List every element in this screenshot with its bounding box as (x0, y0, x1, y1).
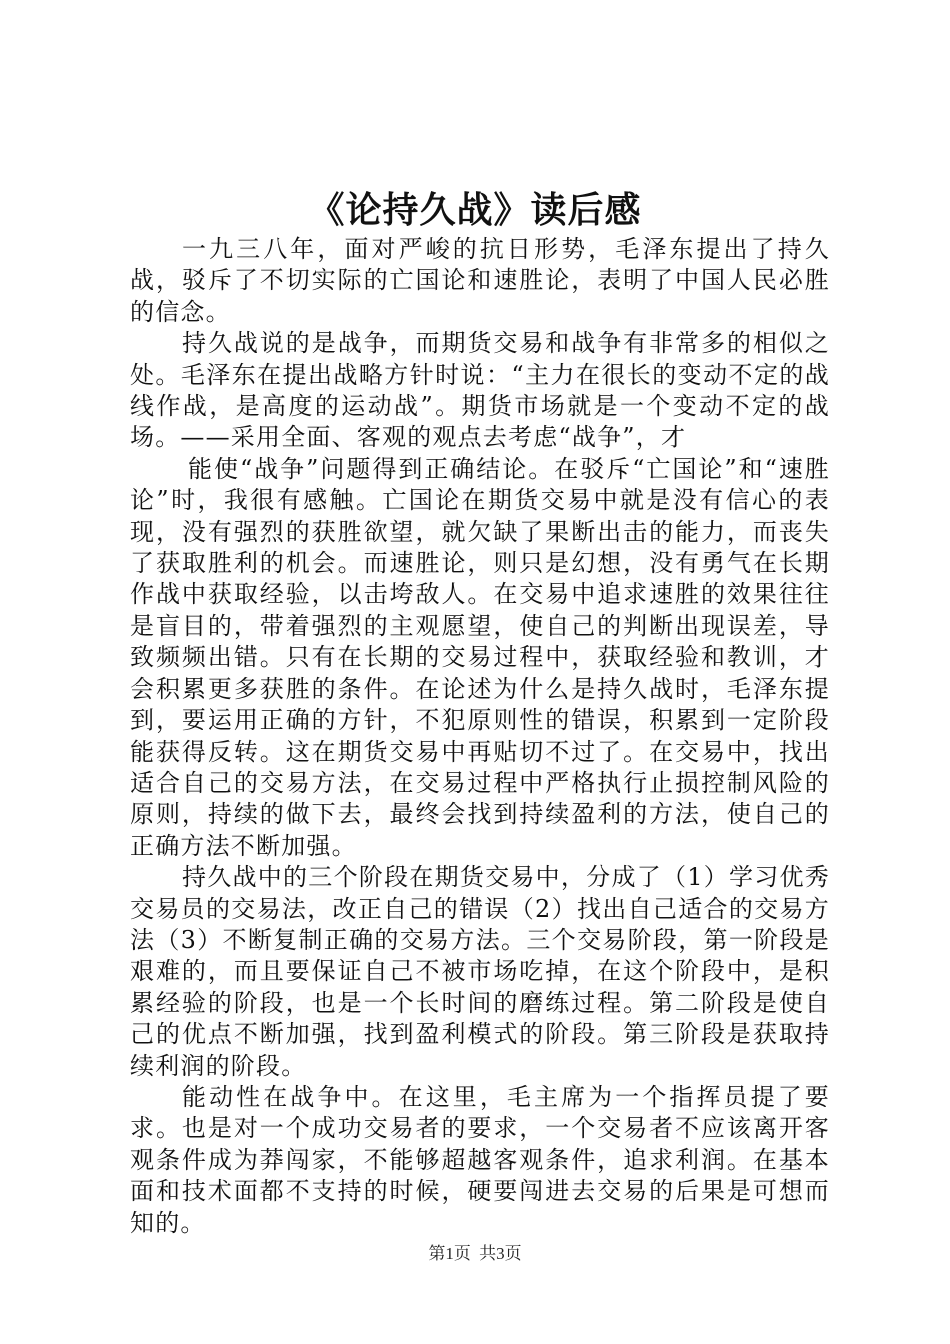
paragraph-4: 持久战中的三个阶段在期货交易中，分成了（1）学习优秀交易员的交易法，改正自己的错误（2）找出自己适合的交易方法（3）不断复制正确的交易方法。三个交易阶段，第一阶段是艰难的，而且要保证自己不被市场吃掉，在这个阶段中，是积累经验的阶段，也是一个长时间的磨练过程。第二阶段是使自己的优点不断加强，找到盈利模式的阶段。第三阶段是获取持续利润的阶段。 (130, 863, 830, 1080)
document-title: 《论持久战》读后感 (308, 189, 642, 231)
document-body (130, 234, 830, 1239)
page-total: 共3页 (479, 1244, 522, 1263)
page-footer (0, 1243, 950, 1265)
paragraph-5: 能动性在战争中。在这里，毛主席为一个指挥员提了要求。也是对一个成功交易者的要求，一个交易者不应该离开客观条件成为莽闯家，不能够超越客观条件，追求利润。在基本面和技术面都不支持的时候，硬要闯进去交易的后果是可想而知的。 (130, 1082, 830, 1237)
page-number: 第1页 (428, 1244, 471, 1263)
paragraph-2: 持久战说的是战争，而期货交易和战争有非常多的相似之处。毛泽东在提出战略方针时说：“主力在很长的变动不定的战线作战，是高度的运动战”。期货市场就是一个变动不定的战场。——采用全面、客观的观点去考虑“战争”，才 (130, 329, 830, 452)
paragraph-3: 能使“战争”问题得到正确结论。在驳斥“亡国论”和“速胜论”时，我很有感触。亡国论在期货交易中就是没有信心的表现，没有强烈的获胜欲望，就欠缺了果断出击的能力，而丧失了获取胜利的机会。而速胜论，则只是幻想，没有勇气在长期作战中获取经验，以击垮敌人。在交易中追求速胜的效果往往是盲目的，带着强烈的主观愿望，使自己的判断出现误差，导致频频出错。只有在长期的交易过程中，获取经验和教训，才会积累更多获胜的条件。在论述为什么是持久战时，毛泽东提到，要运用正确的方针，不犯原则性的错误，积累到一定阶段能获得反转。这在期货交易中再贴切不过了。在交易中，找出适合自己的交易方法，在交易过程中严格执行止损控制风险的原则，持续的做下去，最终会找到持续盈利的方法，使自己的正确方法不断加强。 (130, 454, 830, 860)
paragraph-1: 一九三八年，面对严峻的抗日形势，毛泽东提出了持久战，驳斥了不切实际的亡国论和速胜论，表明了中国人民必胜的信念。 (130, 235, 830, 326)
